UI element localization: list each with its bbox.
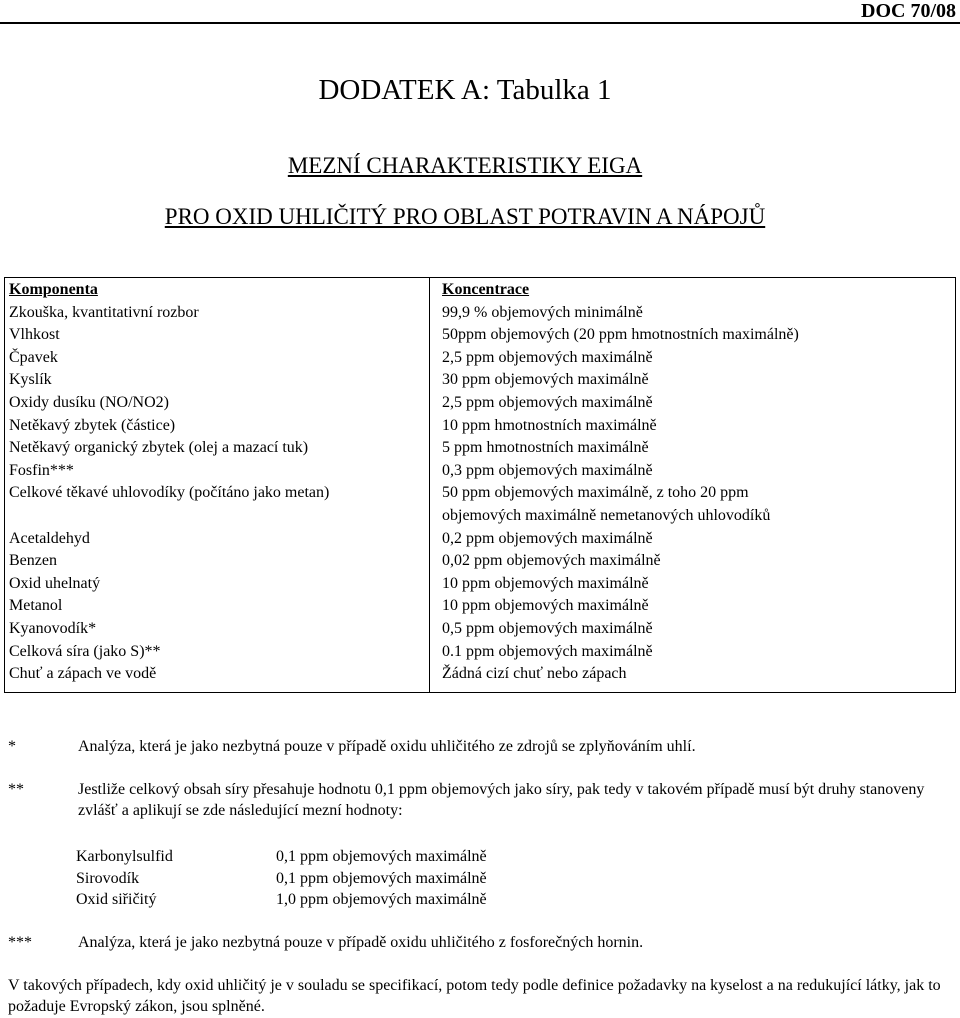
limit-name: Sirovodík [76, 869, 140, 887]
limit-row [76, 889, 576, 911]
footnote-single-star [8, 736, 948, 758]
table-cell-concentration: 0,2 ppm objemových maximálně [442, 529, 653, 547]
footnote-marker: * [8, 738, 16, 755]
table-cell-concentration: 0.1 ppm objemových maximálně [442, 642, 653, 660]
footnote-double-star [8, 779, 948, 823]
table-cell-concentration: 2,5 ppm objemových maximálně [442, 348, 653, 366]
closing-paragraph: V takových případech, kdy oxid uhličitý je v souladu se specifikací, potom tedy podle definice požadavky na kyselost a na redukující látky, jak to požaduje Evropský zákon, jsou splněné. [8, 977, 941, 1015]
footnote-text: Analýza, která je jako nezbytná pouze v případě oxidu uhličitého ze zdrojů se zplyňováním uhlí. [78, 738, 696, 755]
limit-value: 1,0 ppm objemových maximálně [276, 891, 487, 908]
table-cell-concentration: Žádná cizí chuť nebo zápach [442, 665, 627, 683]
table-cell-concentration: 10 ppm objemových maximálně [442, 574, 649, 592]
component-column [9, 279, 425, 686]
limit-row [76, 846, 576, 868]
concentration-line-2: objemových maximálně nemetanových uhlovodíků [442, 506, 771, 524]
footnote-marker: ** [8, 781, 24, 798]
specification-table [4, 277, 956, 693]
table-cell-component: Chuť a zápach ve vodě [9, 665, 157, 683]
limit-name: Karbonylsulfid [76, 848, 173, 865]
concentration-line-1: 50 ppm objemových maximálně, z toho 20 ppm [442, 484, 749, 502]
table-cell-component: Kyanovodík* [9, 619, 97, 637]
footnote-text: Analýza, která je jako nezbytná pouze v případě oxidu uhličitého z fosforečných hornin. [78, 934, 644, 951]
header-component: Komponenta [9, 281, 98, 298]
table-cell-component: Vlhkost [9, 326, 60, 344]
limit-value: 0,1 ppm objemových maximálně [276, 848, 487, 865]
sulfur-species-limits [76, 846, 576, 911]
document-code: DOC 70/08 [861, 0, 956, 22]
table-cell-component: Fosfin*** [9, 461, 74, 479]
subtitle-limits: MEZNÍ CHARAKTERISTIKY EIGA [287, 153, 643, 178]
limit-row [76, 868, 576, 890]
table-cell-component: Celková síra (jako S)** [9, 642, 161, 660]
table-cell-concentration: 10 ppm objemových maximálně [442, 597, 649, 615]
limit-name: Oxid siřičitý [76, 891, 157, 908]
table-cell-concentration: 5 ppm hmotnostních maximálně [442, 439, 649, 457]
table-cell-concentration: 0,5 ppm objemových maximálně [442, 619, 653, 637]
document-header-bar [0, 0, 960, 24]
table-cell-component: Oxid uhelnatý [9, 574, 101, 592]
table-cell-concentration: 2,5 ppm objemových maximálně [442, 393, 653, 411]
page-title: DODATEK A: Tabulka 1 [318, 74, 612, 106]
limit-value: 0,1 ppm objemových maximálně [276, 869, 487, 887]
table-cell-concentration: 10 ppm hmotnostních maximálně [442, 416, 657, 434]
table-cell-component: Celkové těkavé uhlovodíky (počítáno jako metan) [9, 484, 330, 502]
footnote-marker: *** [8, 934, 32, 951]
table-cell-concentration: 50ppm objemových (20 ppm hmotnostních maximálně) [442, 326, 799, 344]
concentration-column [442, 279, 952, 686]
header-concentration: Koncentrace [442, 281, 530, 298]
table-cell-component: Netěkavý zbytek (částice) [9, 416, 176, 434]
footnote-text: Jestliže celkový obsah síry přesahuje hodnotu 0,1 ppm objemových jako síry, pak tedy v takovém případě musí být druhy stanoveny zvlášť a aplikují se zde následující mezní hodnoty: [78, 781, 925, 819]
table-cell-component: Benzen [9, 552, 57, 570]
table-cell-concentration: 99,9 % objemových minimálně [442, 303, 643, 321]
table-cell-concentration: 0,3 ppm objemových maximálně [442, 461, 653, 479]
table-cell-component: Oxidy dusíku (NO/NO2) [9, 393, 169, 411]
table-cell-concentration: 30 ppm objemových maximálně [442, 371, 649, 389]
table-cell-concentration [442, 482, 952, 527]
table-cell-concentration: 0,02 ppm objemových maximálně [442, 552, 661, 570]
table-cell-component: Zkouška, kvantitativní rozbor [9, 303, 199, 321]
table-cell-component: Čpavek [9, 348, 58, 366]
table-cell-component: Metanol [9, 597, 63, 615]
table-cell-component: Acetaldehyd [9, 529, 90, 547]
footnote-triple-star [8, 932, 948, 954]
subtitle-scope: PRO OXID UHLIČITÝ PRO OBLAST POTRAVIN A NÁPOJŮ [164, 204, 766, 229]
table-cell-component: Netěkavý organický zbytek (olej a mazací tuk) [9, 439, 309, 457]
table-column-divider [429, 278, 430, 692]
table-cell-component: Kyslík [9, 371, 52, 389]
